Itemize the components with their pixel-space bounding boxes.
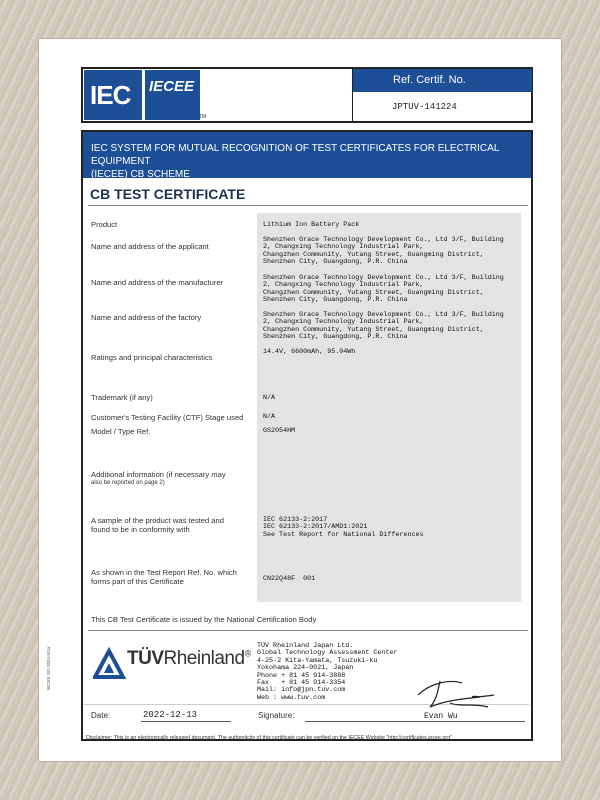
ref-cert-label: Ref. Certif. No.: [353, 69, 532, 92]
model-value: GS2054HM: [263, 427, 296, 435]
factory-value: Shenzhen Grace Technology Development Co., Ltd 3/F, Building 2, Changxing Technology Industrial Park, Changzhen Community, Yutang Street, Guangming District, Shenzhen City, Guangdong, P.R. China: [263, 311, 504, 342]
iec-logo: IEC: [84, 70, 142, 120]
form-code: IECEE OD-2024-5/1a: [46, 646, 51, 690]
ctf-label: Customer's Testing Facility (CTF) Stage used: [91, 413, 244, 422]
signature-label: Signature:: [258, 711, 295, 720]
conformity-line-1: A sample of the product was tested and: [91, 516, 224, 525]
applicant-label: Name and address of the applicant: [91, 242, 209, 251]
manufacturer-value: Shenzhen Grace Technology Development Co., Ltd 3/F, Building 2, Changxing Technology Industrial Park, Changzhen Community, Yutang Street, Guangming District, Shenzhen City, Guangdong, P.R. China: [263, 274, 504, 305]
additional-info-line-2: also be reported on page 2): [91, 480, 165, 486]
ncb-address: TÜV Rheinland Japan Ltd. Global Technology Assessment Center 4-25-2 Kita-Yamata, Tsuzuki-ku Yokohama 224-0021, Japan Phone + 81 45 914-3888 Fax + 81 45 914-3354 Mail: info@jpn.tuv.com Web : www.tuv.com: [257, 642, 398, 702]
product-label: Product: [91, 220, 118, 229]
tuv-rheinland-logo-text: TÜVRheinland®: [127, 648, 251, 669]
ratings-value: 14.4V, 6600mAh, 95.04Wh: [263, 348, 356, 356]
model-label: Model / Type Ref.: [91, 427, 151, 436]
trademark-value: N/A: [263, 394, 276, 402]
report-ref-line-2: forms part of this Certificate: [91, 577, 184, 586]
trademark-symbol: TM: [199, 114, 207, 120]
standards-value: IEC 62133-2:2017 IEC 62133-2:2017/AMD1:2021 See Test Report for National Differences: [263, 516, 424, 539]
factory-label: Name and address of the factory: [91, 313, 202, 322]
report-ref-line-1: As shown in the Test Report Ref. No. which: [91, 568, 237, 577]
signer-name: Evan Wu: [424, 712, 458, 721]
title-rule: [88, 205, 528, 206]
banner-line-1: IEC SYSTEM FOR MUTUAL RECOGNITION OF TEST CERTIFICATES FOR ELECTRICAL EQUIPMENT: [91, 143, 500, 167]
date-underline: [141, 721, 231, 722]
report-ref-value: CN22Q48F 001: [263, 575, 316, 583]
date-label: Date:: [91, 711, 111, 720]
ctf-value: N/A: [263, 413, 276, 421]
scheme-banner: [83, 132, 531, 178]
conformity-line-2: found to be in conformity with: [91, 525, 190, 534]
ratings-label: Ratings and principal characteristics: [91, 353, 213, 362]
values-panel: [257, 213, 521, 602]
handwritten-signature: [410, 673, 500, 713]
certificate-title: CB TEST CERTIFICATE: [90, 186, 246, 202]
issued-by-statement: This CB Test Certificate is issued by the National Certification Body: [91, 615, 317, 624]
additional-info-label: [91, 470, 226, 488]
manufacturer-label: Name and address of the manufacturer: [91, 278, 224, 287]
ncb-rule: [88, 630, 528, 631]
product-value: Lithium Ion Battery Pack: [263, 221, 360, 229]
disclaimer-text: Disclaimer: This is an electronically released document. The authenticity of this certificate can be verified on the IECEE Website "http://certificates.iecee.org": [86, 735, 452, 741]
ref-cert-number: JPTUV-141224: [392, 102, 457, 112]
additional-info-line-1: Additional information (if necessary may: [91, 470, 226, 479]
iecee-logo: IECEE: [145, 70, 200, 120]
report-ref-label: [91, 568, 237, 586]
signature-underline: [305, 721, 525, 722]
banner-line-2: (IECEE) CB SCHEME: [91, 169, 190, 180]
applicant-value: Shenzhen Grace Technology Development Co., Ltd 3/F, Building 2, Changxing Technology Industrial Park, Changzhen Community, Yutang Street, Guangming District, Shenzhen City, Guangdong, P.R. China: [263, 236, 504, 267]
date-value: 2022-12-13: [143, 710, 198, 720]
conformity-label: [91, 516, 224, 534]
trademark-label: Trademark (if any): [91, 393, 153, 402]
